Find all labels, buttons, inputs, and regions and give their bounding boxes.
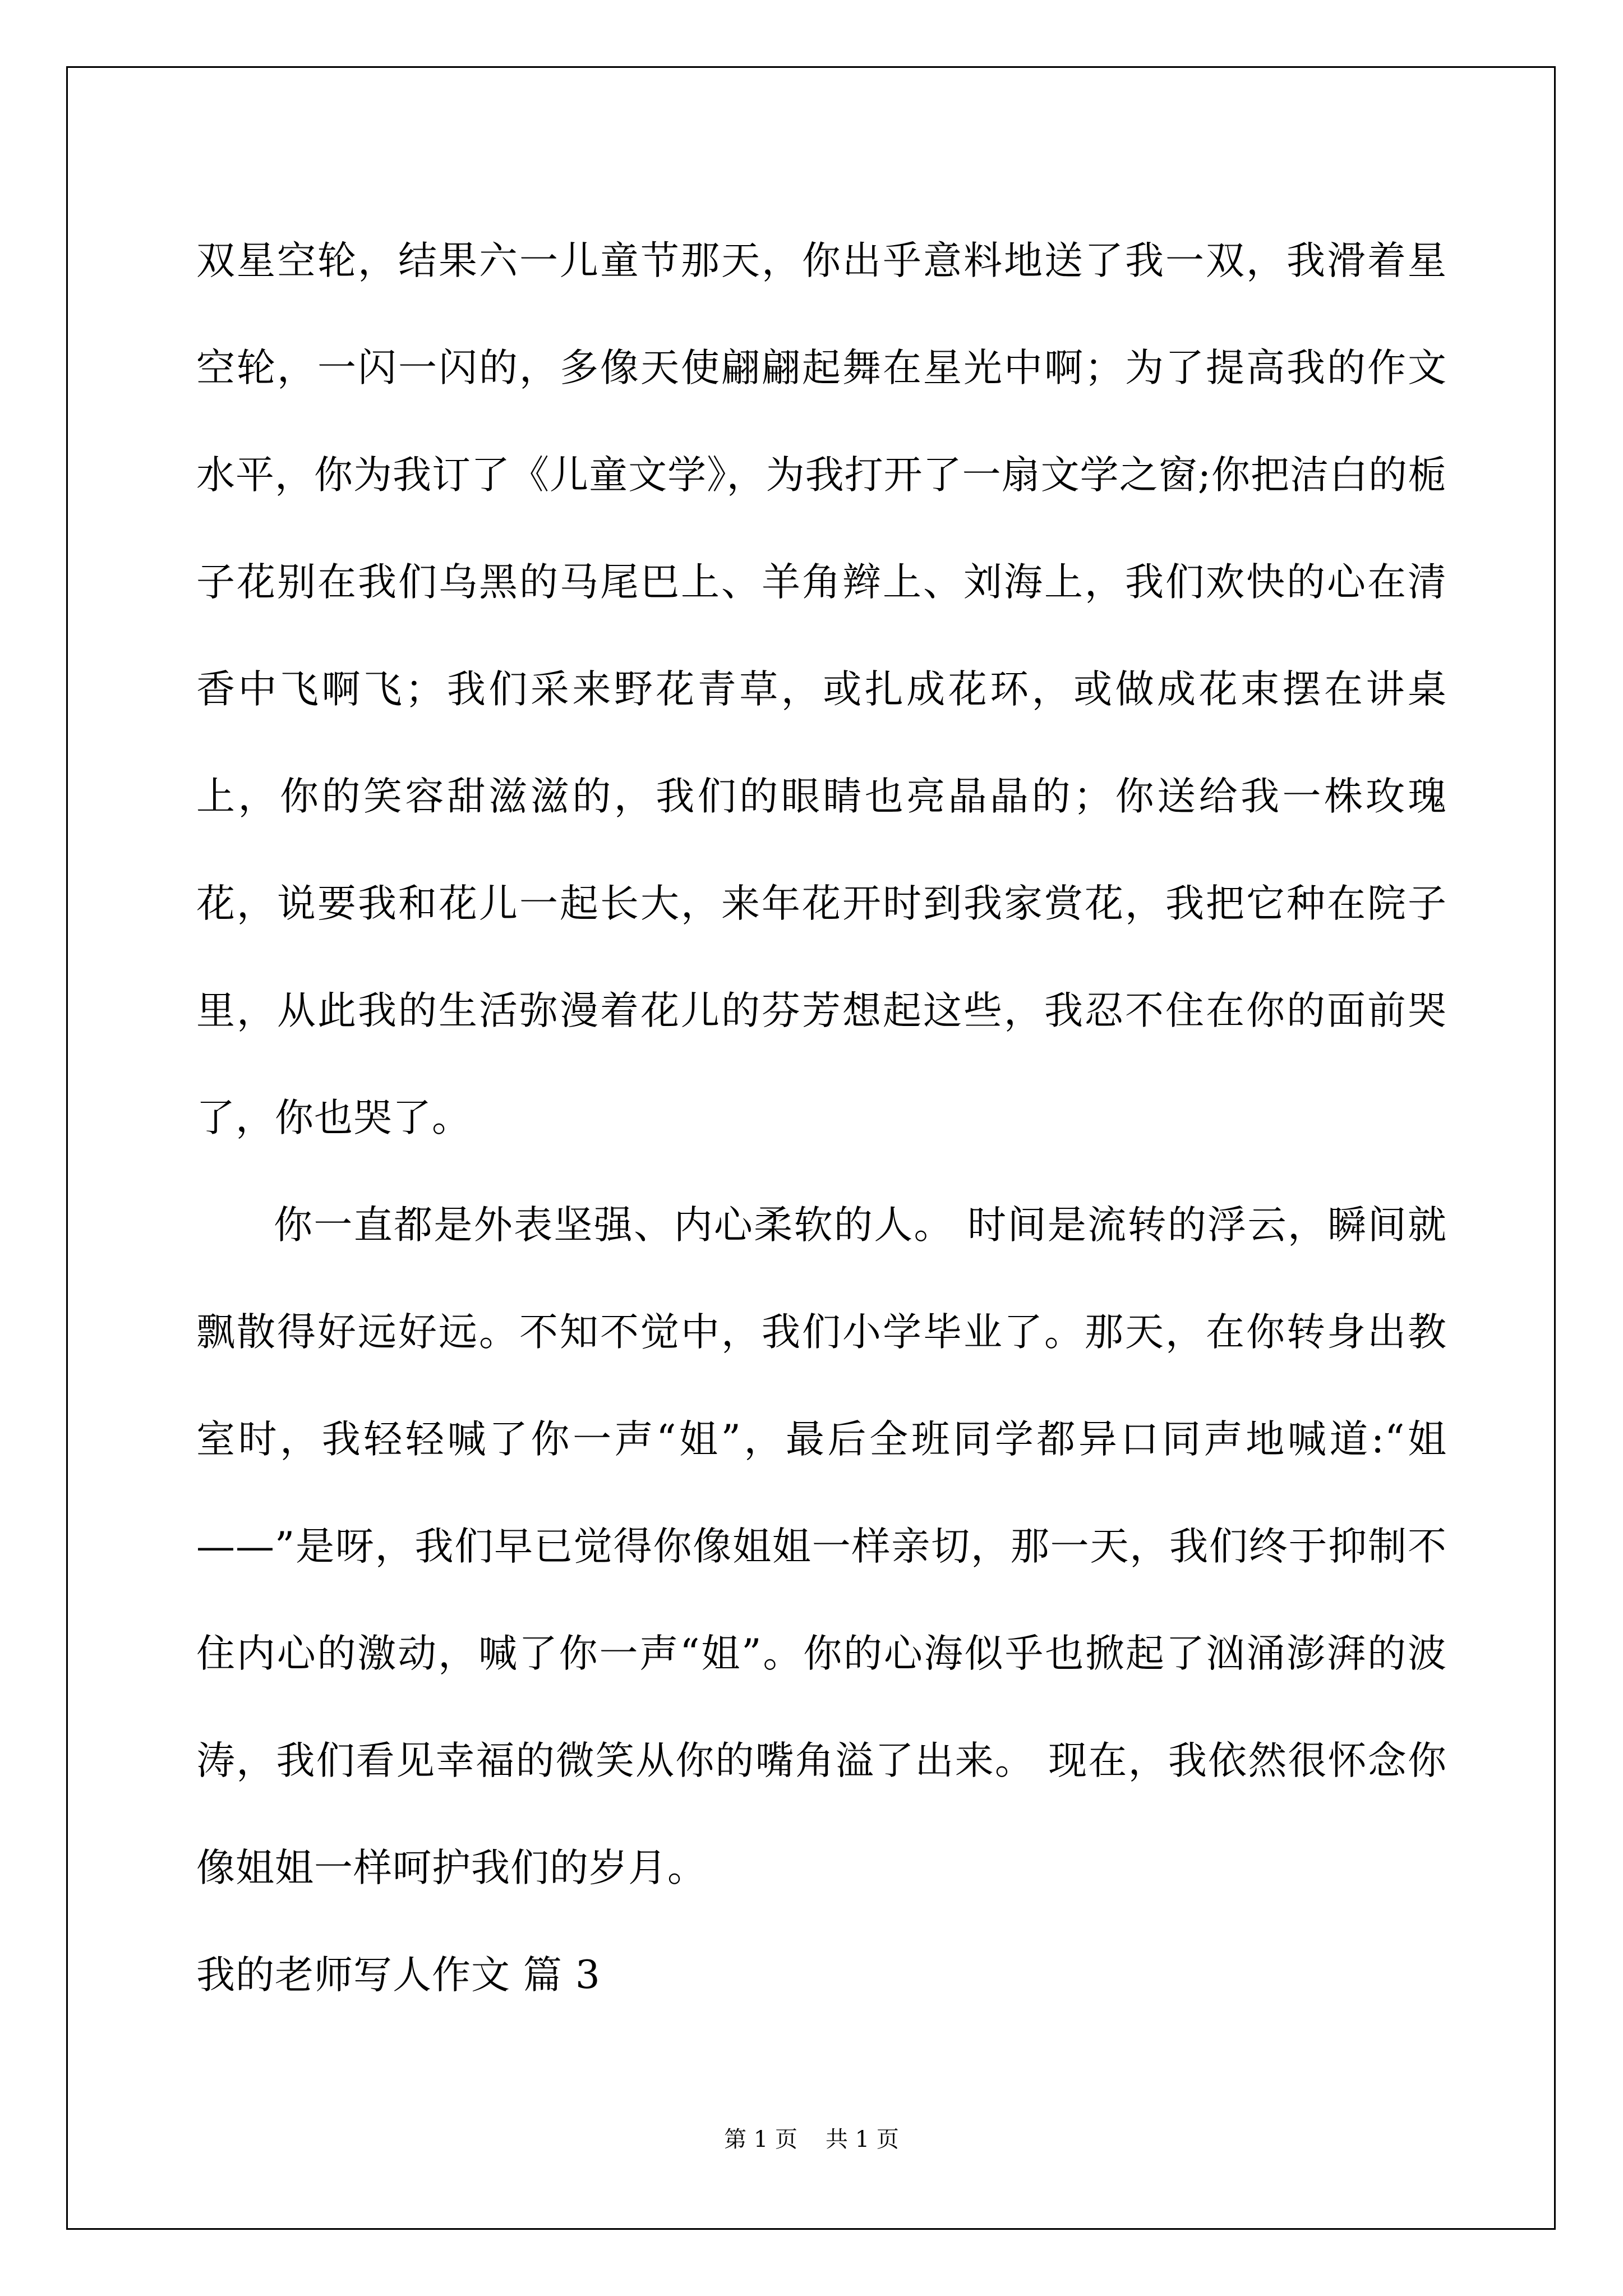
document-body	[196, 208, 1447, 2029]
paragraph-1: 双星空轮，结果六一儿童节那天，你出乎意料地送了我一双，我滑着星空轮，一闪一闪的，多像天使翩翩起舞在星光中啊；为了提高我的作文水平，你为我订了《儿童文学》，为我打开了一扇文学之窗;你把洁白的栀子花别在我们乌黑的马尾巴上、羊角辫上、刘海上，我们欢快的心在清香中飞啊飞；我们采来野花青草，或扎成花环，或做成花束摆在讲桌上，你的笑容甜滋滋的，我们的眼睛也亮晶晶的；你送给我一株玫瑰花，说要我和花儿一起长大，来年花开时到我家赏花，我把它种在院子里，从此我的生活弥漫着花儿的芬芳想起这些，我忍不住在你的面前哭了，你也哭了。	[196, 238, 1447, 1140]
total-pages: 共 1 页	[826, 2127, 899, 2152]
page-footer	[0, 2122, 1623, 2154]
paragraph-2: 你一直都是外表坚强、内心柔软的人。 时间是流转的浮云，瞬间就飘散得好远好远。不知不觉中，我们小学毕业了。那天，在你转身出教室时，我轻轻喊了你一声“姐”，最后全班同学都异口同声地喊道:“姐——”是呀，我们早已觉得你像姐姐一样亲切，那一天，我们终于抑制不住内心的激动，喊了你一声“姐”。你的心海似乎也掀起了汹涌澎湃的波涛，我们看见幸福的微笑从你的嘴角溢了出来。 现在，我依然很怀念你像姐姐一样呵护我们的岁月。	[196, 1203, 1447, 1890]
page-number: 第 1 页	[724, 2127, 797, 2152]
section-heading: 我的老师写人作文 篇 3	[196, 1953, 601, 1998]
